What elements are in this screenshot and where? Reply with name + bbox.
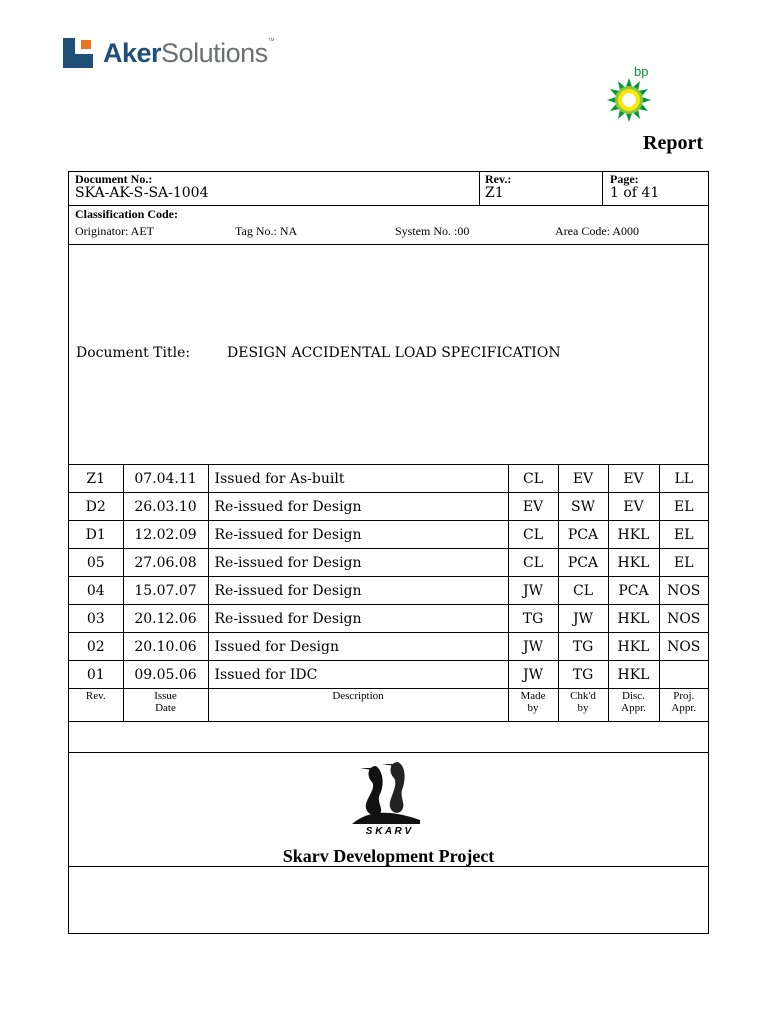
made-by: EV [508, 493, 558, 521]
made-by: JW [508, 577, 558, 605]
revision-description: Issued for Design [208, 633, 508, 661]
revision-row [69, 465, 708, 493]
document-title-label: Document Title: [76, 345, 191, 361]
discipline-approval: HKL [608, 549, 659, 577]
skarv-wordmark: S K A R V [365, 826, 412, 837]
checked-by: TG [558, 661, 608, 689]
discipline-approval: PCA [608, 577, 659, 605]
made-by: CL [508, 521, 558, 549]
revision-row [69, 549, 708, 577]
revision-row [69, 633, 708, 661]
header-disc-appr: Disc. Appr. [608, 689, 659, 722]
tag-no: Tag No.: NA [235, 224, 298, 238]
header-rev: Rev. [69, 689, 123, 722]
revision-header-row [69, 689, 708, 722]
discipline-approval: HKL [608, 633, 659, 661]
revision-number: D1 [69, 521, 123, 549]
checked-by: JW [558, 605, 608, 633]
area-code: Area Code: A000 [555, 224, 639, 238]
discipline-approval: HKL [608, 521, 659, 549]
page-block [610, 172, 659, 201]
bp-helios-icon [604, 78, 654, 122]
project-approval: NOS [659, 577, 708, 605]
checked-by: PCA [558, 521, 608, 549]
made-by: JW [508, 633, 558, 661]
revision-number: 02 [69, 633, 123, 661]
issue-date: 20.10.06 [123, 633, 208, 661]
discipline-approval: HKL [608, 605, 659, 633]
made-by: CL [508, 549, 558, 577]
project-approval: NOS [659, 605, 708, 633]
header-description: Description [208, 689, 508, 722]
revision-row [69, 661, 708, 689]
rev-block [485, 172, 511, 201]
revision-description: Re-issued for Design [208, 605, 508, 633]
revision-number: Z1 [69, 465, 123, 493]
rev-label: Rev.: [485, 172, 512, 186]
project-approval: EL [659, 521, 708, 549]
project-approval: NOS [659, 633, 708, 661]
revision-number: D2 [69, 493, 123, 521]
checked-by: EV [558, 465, 608, 493]
issue-date: 07.04.11 [123, 465, 208, 493]
revision-description: Re-issued for Design [208, 521, 508, 549]
logo-word-solutions: Solutions [161, 37, 268, 68]
issue-date: 20.12.06 [123, 605, 208, 633]
project-approval [659, 661, 708, 689]
project-approval: EL [659, 549, 708, 577]
revision-number: 03 [69, 605, 123, 633]
bp-text: bp [634, 64, 649, 79]
aker-solutions-logo [63, 37, 274, 69]
issue-date: 15.07.07 [123, 577, 208, 605]
discipline-approval: EV [608, 465, 659, 493]
issue-date: 09.05.06 [123, 661, 208, 689]
project-name: Skarv Development Project [282, 846, 495, 866]
checked-by: CL [558, 577, 608, 605]
page-value: 1 of 41 [610, 185, 660, 201]
rev-value: Z1 [485, 185, 504, 201]
revision-description: Issued for IDC [208, 661, 508, 689]
issue-date: 27.06.08 [123, 549, 208, 577]
discipline-approval: HKL [608, 661, 659, 689]
system-no: System No. :00 [395, 224, 470, 238]
revision-table [69, 464, 708, 721]
revision-description: Issued for As-built [208, 465, 508, 493]
issue-date: 26.03.10 [123, 493, 208, 521]
header-issue-date: Issue Date [123, 689, 208, 722]
doc-no-label: Document No.: [75, 172, 153, 186]
aker-mark-icon [63, 38, 93, 68]
revision-description: Re-issued for Design [208, 493, 508, 521]
revision-number: 05 [69, 549, 123, 577]
revision-row [69, 605, 708, 633]
document-title: DESIGN ACCIDENTAL LOAD SPECIFICATION [227, 345, 561, 361]
originator: Originator: AET [75, 224, 154, 238]
project-approval: LL [659, 465, 708, 493]
logo-tm: ™ [267, 37, 275, 45]
made-by: TG [508, 605, 558, 633]
doc-no-block [75, 172, 209, 201]
revision-number: 01 [69, 661, 123, 689]
page-label: Page: [610, 172, 639, 186]
logo-word-aker: Aker [103, 37, 162, 68]
checked-by: PCA [558, 549, 608, 577]
checked-by: TG [558, 633, 608, 661]
issue-date: 12.02.09 [123, 521, 208, 549]
classification-label: Classification Code: [75, 207, 178, 221]
doc-no-value: SKA-AK-S-SA-1004 [75, 185, 209, 201]
header-proj-appr: Proj. Appr. [659, 689, 708, 722]
revision-description: Re-issued for Design [208, 549, 508, 577]
bp-logo [604, 64, 654, 122]
cover-sheet-frame [68, 171, 709, 934]
discipline-approval: EV [608, 493, 659, 521]
revision-number: 04 [69, 577, 123, 605]
header-made-by: Made by [508, 689, 558, 722]
header-checked-by: Chk'd by [558, 689, 608, 722]
project-approval: EL [659, 493, 708, 521]
made-by: CL [508, 465, 558, 493]
revision-row [69, 493, 708, 521]
checked-by: SW [558, 493, 608, 521]
report-label: Report [643, 132, 703, 154]
revision-row [69, 521, 708, 549]
made-by: JW [508, 661, 558, 689]
revision-row [69, 577, 708, 605]
revision-description: Re-issued for Design [208, 577, 508, 605]
